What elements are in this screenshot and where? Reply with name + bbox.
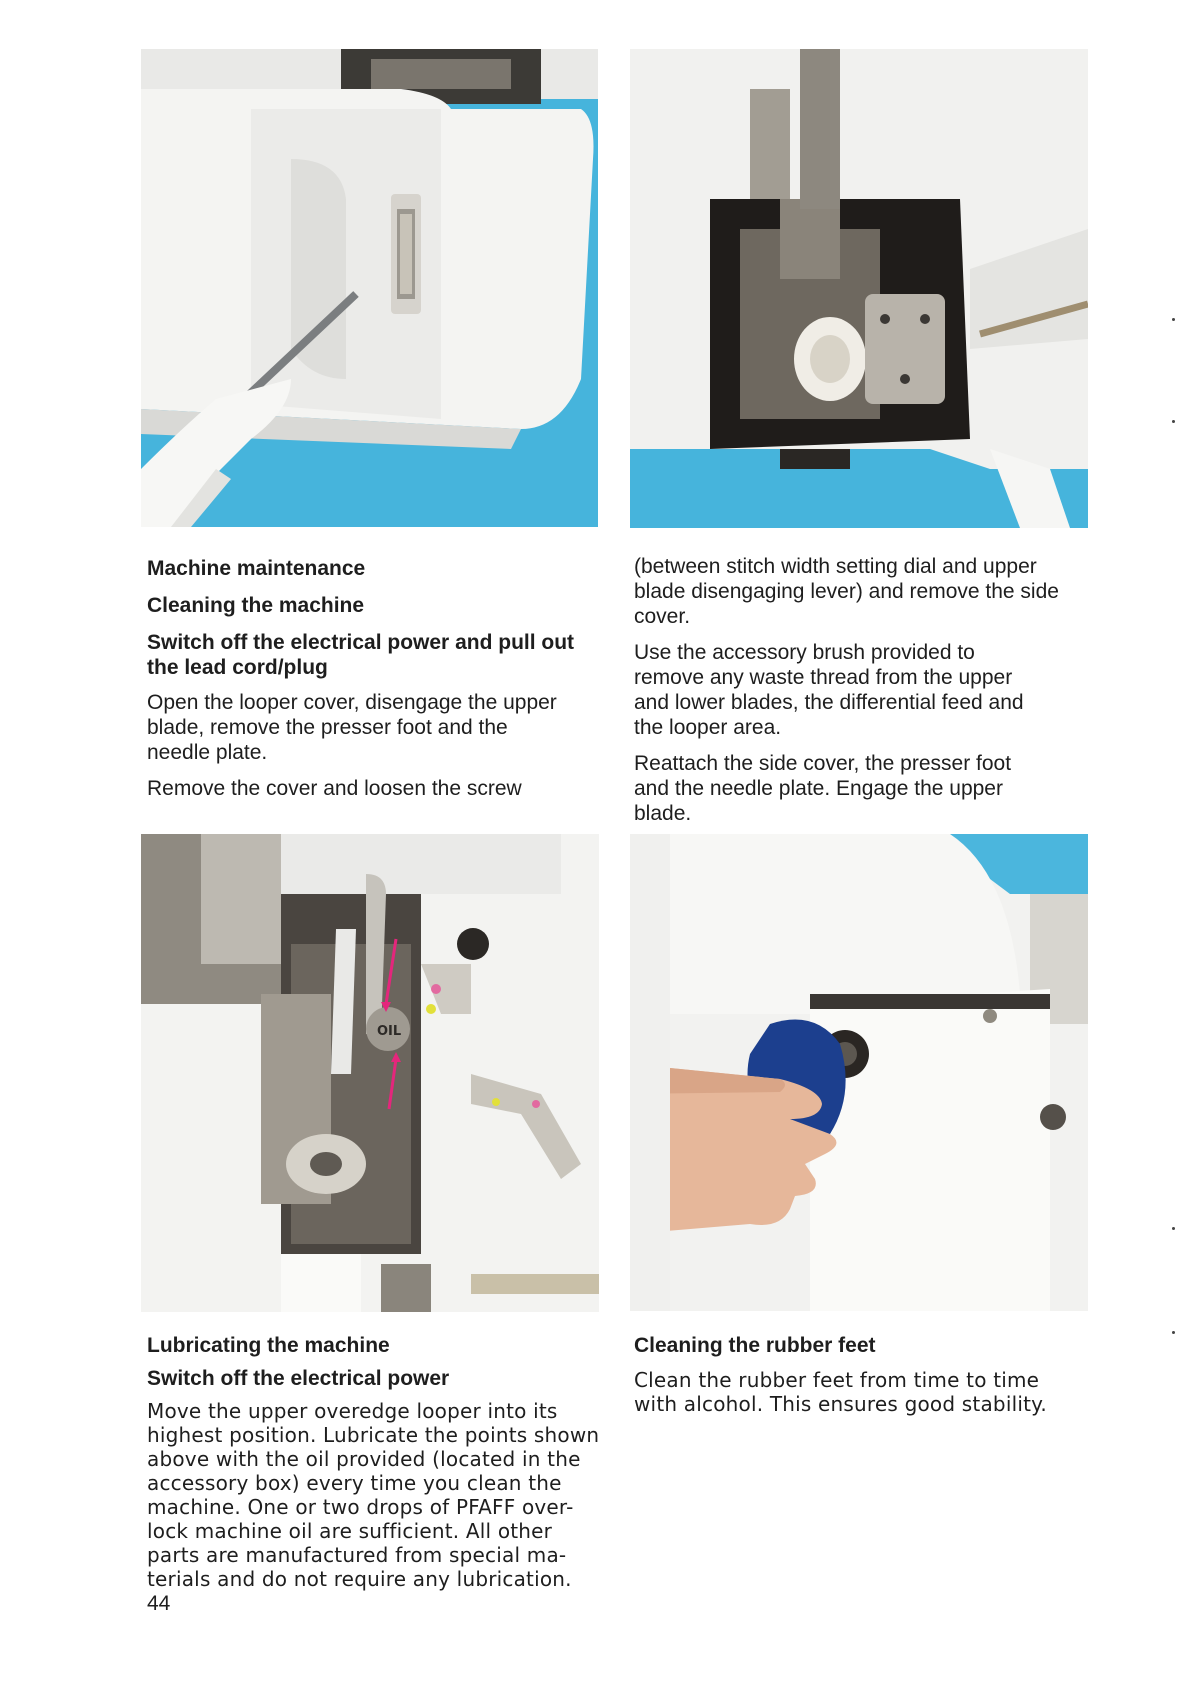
margin-mark bbox=[1172, 420, 1175, 423]
photo-oil-points bbox=[141, 834, 599, 1312]
maintenance-paragraph-2: Remove the cover and loosen the screw bbox=[147, 777, 522, 800]
page-number: 44 bbox=[147, 1592, 171, 1615]
maintenance-paragraph-1: Open the looper cover, disengage the upper blade, remove the presser foot and the needle plate. bbox=[147, 691, 557, 764]
maintenance-continued bbox=[634, 554, 1074, 837]
continued-paragraph-3: Reattach the side cover, the presser foot and the needle plate. Engage the upper blade. bbox=[634, 752, 1012, 825]
continued-paragraph-1: (between stitch width setting dial and upper blade disengaging lever) and remove the side cover. bbox=[634, 555, 1059, 628]
margin-mark bbox=[1172, 318, 1175, 321]
photo-side-cover-screw bbox=[141, 49, 598, 527]
maintenance-section bbox=[147, 556, 607, 812]
photo-looper-area bbox=[630, 49, 1088, 528]
continued-paragraph-2: Use the accessory brush provided to remove any waste thread from the upper and lower blades, the differential feed and the looper area. bbox=[634, 641, 1024, 739]
lubricating-body: Move the upper overedge looper into its highest position. Lubricate the points shown above with the oil provided (located in the accessory box) every time you clean the machine. One or two drops of PFAFF over- lock machine oil are sufficient. All other parts are manufactured from special ma- terials and do not require any lubrication. bbox=[147, 1399, 600, 1591]
oil-label: OIL bbox=[377, 1024, 402, 1039]
margin-mark bbox=[1172, 1331, 1175, 1334]
lubricating-title: Lubricating the machine bbox=[147, 1334, 390, 1357]
rubber-feet-section bbox=[634, 1333, 1074, 1427]
rubber-feet-body: Clean the rubber feet from time to time with alcohol. This ensures good stability. bbox=[634, 1368, 1047, 1416]
lubricating-section bbox=[147, 1333, 607, 1602]
rubber-feet-title: Cleaning the rubber feet bbox=[634, 1334, 876, 1357]
lubricating-warning: Switch off the electrical power bbox=[147, 1367, 450, 1390]
maintenance-title: Machine maintenance bbox=[147, 557, 366, 580]
cleaning-subtitle: Cleaning the machine bbox=[147, 594, 365, 617]
photo-rubber-feet bbox=[630, 834, 1088, 1311]
power-warning: Switch off the electrical power and pull out the lead cord/plug bbox=[147, 631, 575, 679]
margin-mark bbox=[1172, 1227, 1175, 1230]
